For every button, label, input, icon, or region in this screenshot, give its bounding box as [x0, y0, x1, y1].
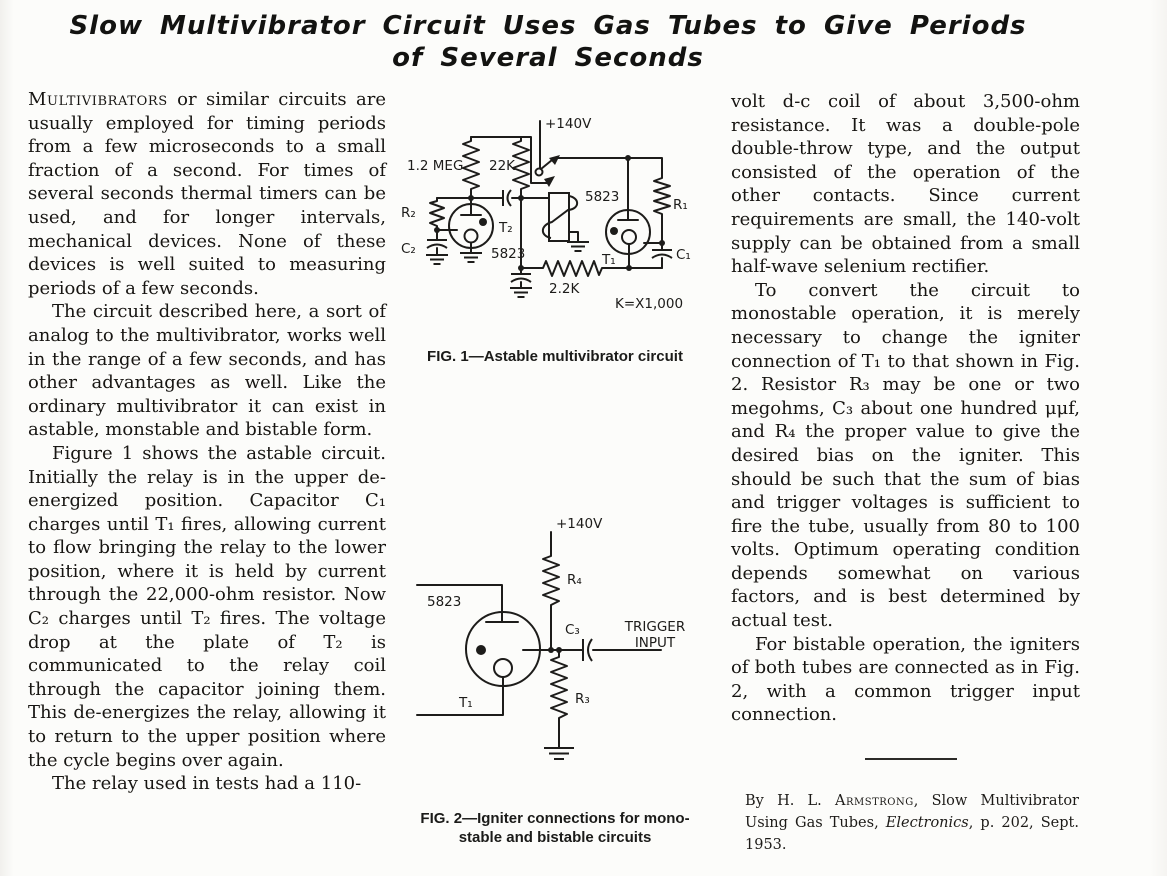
- figure-2-schematic: [399, 500, 711, 772]
- citation-suffix: , p. 202, Sept. 1953.: [745, 815, 1079, 853]
- label-r1: R₁: [673, 197, 688, 213]
- paragraph: The relay used in tests had a 110-: [52, 773, 362, 795]
- figure-2-caption-line-2: stable and bistable circuits: [458, 829, 652, 846]
- label-resistor-1p2meg: 1.2 MEG: [407, 158, 464, 174]
- label-t1: T₁: [459, 695, 473, 711]
- label-r2: R₂: [401, 205, 416, 221]
- citation-journal: Electronics: [885, 815, 969, 831]
- label-r4: R₄: [567, 572, 582, 588]
- label-t1-tube-type: 5823: [585, 189, 620, 205]
- paragraph: volt d-c coil of about 3,500-ohm resistance. It was a double-pole double-throw type, and the output consisted of the operation of the other contacts. Since current requirements are small, the 140-volt supply can be obtained from a small half-wave selenium rectifier.: [731, 91, 1080, 278]
- label-trigger-input-line1: TRIGGER: [624, 619, 686, 635]
- paragraph: The circuit described here, a sort of analog to the multivibrator, works well in the range of a few seconds, and has other advantages as well. Like the ordinary multivibrator it can exist in astable, monstable and bistable form.: [28, 301, 386, 441]
- article-title-line-1: Slow Multivibrator Circuit Uses Gas Tubes to Give Periods: [69, 11, 1027, 41]
- label-c3: C₃: [565, 622, 580, 638]
- label-t2-tube-type: 5823: [491, 246, 526, 262]
- fig1-labels: [401, 116, 691, 312]
- fig1-wires: [426, 121, 672, 297]
- paragraph: For bistable operation, the igniters of both tubes are connected as in Fig. 2, with a common trigger input connection.: [731, 633, 1080, 726]
- paragraph: Figure 1 shows the astable circuit. Initially the relay is in the upper de-energized position. Capacitor C₁ charges until T₁ fires, allowing current to flow bringing the relay to the lower position, where it is held by current through the 22,000-ohm resistor. Now C₂ charges until T₂ fires. The voltage drop at the plate of T₂ is communicated to the relay coil through the capacitor joining them. This de-energizes the relay, allowing it to return to the upper position where the cycle begins over again.: [28, 442, 386, 771]
- label-c2: C₂: [401, 241, 416, 257]
- paragraph: [28, 88, 386, 300]
- label-c1: C₁: [676, 247, 691, 263]
- citation-title: , Slow Multivibrator Using Gas Tubes,: [745, 793, 1079, 831]
- figure-1-caption: FIG. 1—Astable multivibrator circuit: [427, 348, 683, 365]
- label-t1: T₁: [602, 252, 616, 268]
- citation-text: [745, 790, 1079, 856]
- figure-2-caption-line-1: FIG. 2—Igniter connections for mono-: [420, 810, 690, 827]
- paragraph: To convert the circuit to monostable operation, it is merely necessary to change the igniter connection of T₁ to that shown in Fig. 2. Resistor R₃ may be one or two megohms, C₃ about one hundred μμf, and R₄ the proper value to give the desired bias on the igniter. This should be such that the sum of bias and trigger voltages is sufficient to fire the tube, usually from 80 to 100 volts. Optimum operating condition depends somewhat on various factors, and is best determined by actual test.: [731, 279, 1080, 632]
- text-column-left: [28, 88, 386, 796]
- label-r3: R₃: [575, 691, 590, 707]
- figure-2-caption: [399, 809, 711, 847]
- citation-author: Armstrong: [835, 793, 914, 809]
- citation-block: [745, 758, 1079, 856]
- label-supply-voltage: +140V: [545, 116, 592, 132]
- figure-1-schematic: [399, 95, 711, 327]
- label-supply-voltage: +140V: [556, 516, 603, 532]
- text-column-right: [731, 90, 1080, 727]
- article-title: [0, 10, 1096, 74]
- label-k-note: K=X1,000: [615, 296, 684, 312]
- label-tube-type: 5823: [427, 594, 462, 610]
- fig2-wires: [417, 532, 661, 759]
- label-resistor-2p2k: 2.2K: [549, 281, 580, 297]
- lead-word: Multivibrators: [28, 89, 168, 110]
- paragraph-text: or similar circuits are usually employed for timing periods from a few microseconds to a small fraction of a second. For times of several seconds thermal timers can be used, and for longer intervals, mechanical devices. None of these devices is well suited to measuring periods of a few seconds.: [28, 89, 386, 299]
- citation-divider: [865, 758, 957, 760]
- citation-prefix: By H. L.: [745, 793, 836, 809]
- label-resistor-22k: 22K: [489, 158, 516, 174]
- article-title-line-2: of Several Seconds: [392, 43, 704, 73]
- label-t2: T₂: [499, 220, 513, 236]
- label-trigger-input-line2: INPUT: [634, 635, 676, 651]
- figure-column: [399, 95, 711, 865]
